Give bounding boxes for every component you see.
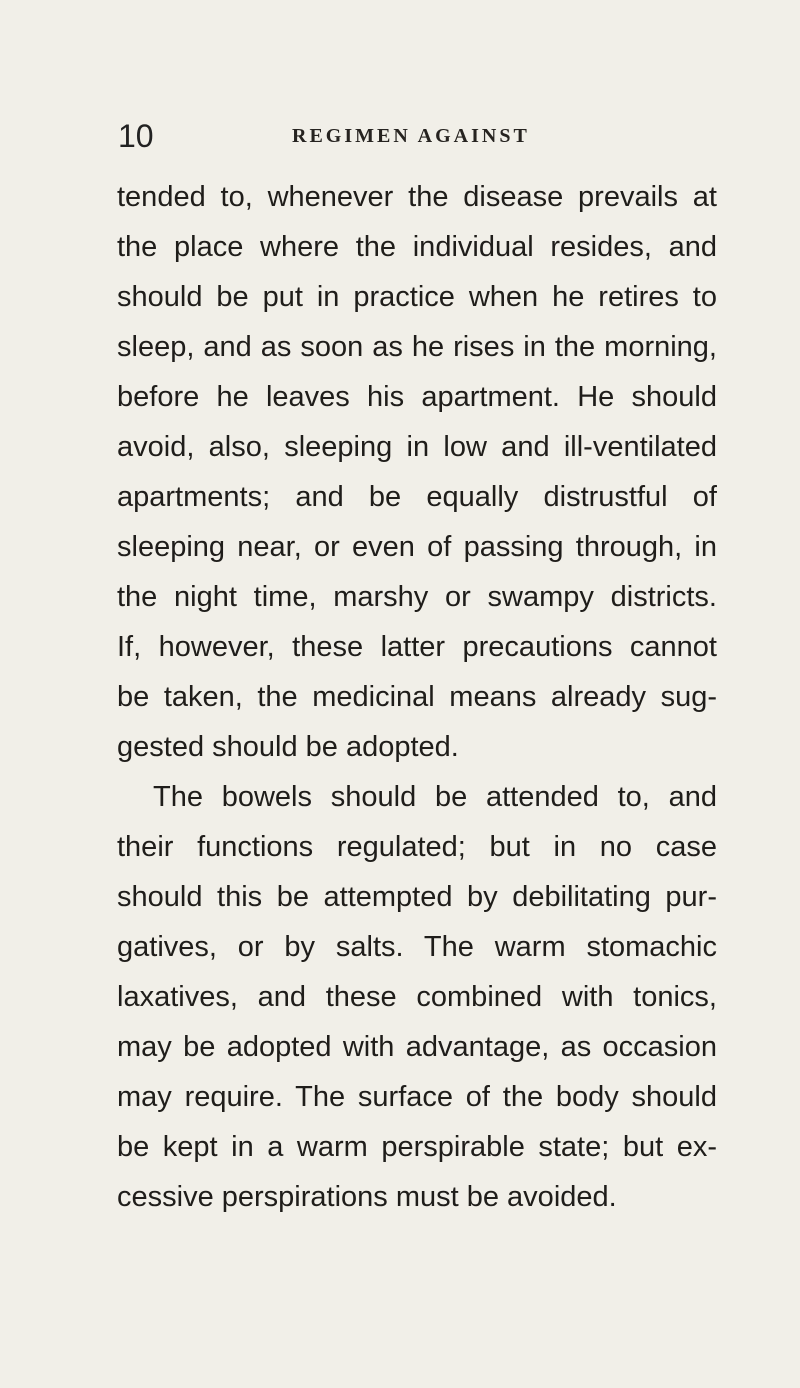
text-line: may be adopted with advantage, as occasion <box>117 1031 717 1063</box>
text-line: If, however, these latter precautions cannot <box>117 631 717 663</box>
text-line: gested should be adopted. <box>117 731 459 763</box>
text-line: their functions regulated; but in no case <box>117 831 717 863</box>
text-line: should be put in practice when he retires to <box>117 281 717 313</box>
text-line: sleep, and as soon as he rises in the morning, <box>117 331 717 363</box>
body-text <box>117 172 717 1222</box>
text-line: tended to, whenever the disease prevails at <box>117 181 717 213</box>
text-line: may require. The surface of the body should <box>117 1081 717 1113</box>
paragraph-first-line: The bowels should be attended to, and <box>153 781 717 813</box>
page-number: 10 <box>118 118 154 154</box>
text-line: be taken, the medicinal means already sug- <box>117 681 717 713</box>
text-line: sleeping near, or even of passing through, in <box>117 531 717 563</box>
text-line: avoid, also, sleeping in low and ill-ventilated <box>117 431 717 463</box>
text-line: be kept in a warm perspirable state; but ex- <box>117 1131 717 1163</box>
text-line: should this be attempted by debilitating pur- <box>117 881 717 913</box>
text-line: apartments; and be equally distrustful of <box>117 481 717 513</box>
text-line: cessive perspirations must be avoided. <box>117 1181 617 1213</box>
text-line: before he leaves his apartment. He should <box>117 381 717 413</box>
text-line: the night time, marshy or swampy districts. <box>117 581 717 613</box>
text-line: gatives, or by salts. The warm stomachic <box>117 931 717 963</box>
text-line: the place where the individual resides, and <box>117 231 717 263</box>
page-header <box>0 116 800 156</box>
running-head: REGIMEN AGAINST <box>292 125 530 147</box>
text-line: laxatives, and these combined with tonics, <box>117 981 717 1013</box>
